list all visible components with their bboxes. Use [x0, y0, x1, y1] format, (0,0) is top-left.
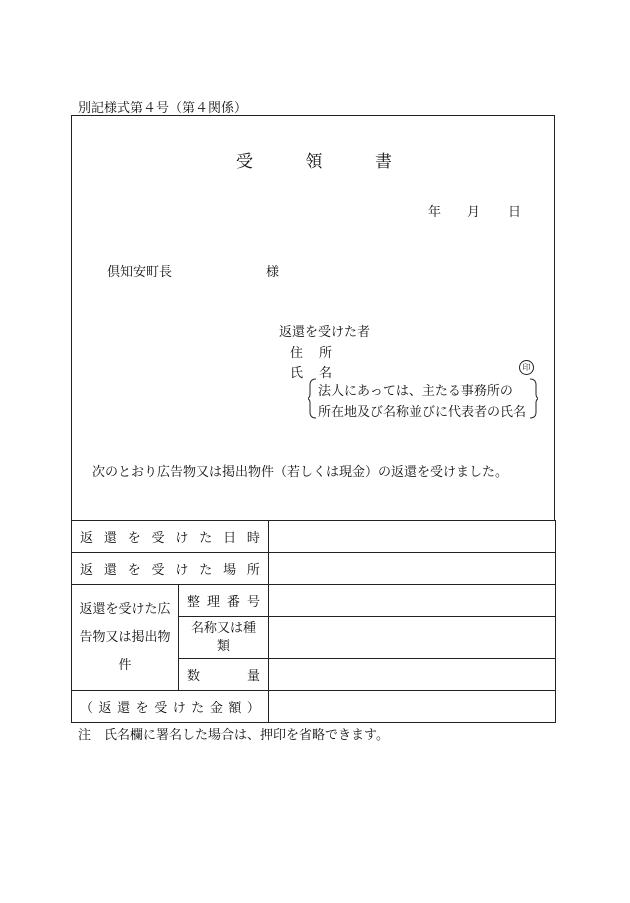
label-char: 還 — [117, 701, 131, 716]
returned-amount-field[interactable] — [269, 691, 556, 723]
name-label-char: 名 — [318, 366, 332, 381]
label-char: を — [135, 701, 149, 716]
label-char: 返 — [80, 563, 94, 578]
label-char: 金 — [209, 701, 223, 716]
label-char: を — [127, 531, 141, 546]
honorific: 様 — [266, 265, 280, 280]
label-char: 日 — [223, 531, 237, 546]
label-char: 受 — [151, 531, 165, 546]
label-char: 返 — [80, 531, 94, 546]
label-char: 所 — [246, 563, 260, 578]
returned-amount-label — [72, 691, 269, 723]
label-char: 還 — [103, 563, 117, 578]
title-char: 領 — [305, 152, 323, 172]
label-char: た — [191, 701, 205, 716]
label-char: け — [175, 531, 189, 546]
address-label-char: 住 — [290, 346, 304, 361]
form-identifier: 別記様式第４号（第４関係） — [78, 101, 248, 116]
table-row — [72, 585, 556, 617]
title-char: 書 — [375, 152, 392, 172]
label-char: ） — [246, 701, 260, 716]
date-year-label: 年 — [428, 205, 442, 220]
label-char: （ — [80, 701, 94, 716]
label-char: 号 — [246, 595, 260, 610]
label-char: 額 — [228, 701, 242, 716]
title-char: 受 — [236, 152, 253, 172]
name-label-char: 氏 — [290, 366, 304, 381]
table-row — [72, 553, 556, 585]
footnote: 注 氏名欄に署名した場合は、押印を省略できます。 — [78, 728, 389, 743]
return-place-label — [72, 553, 269, 585]
label-char: 場 — [223, 563, 237, 578]
label-char: 時 — [246, 531, 260, 546]
label-char: 還 — [103, 531, 117, 546]
returned-item-group-label — [72, 585, 179, 691]
label-char: 受 — [154, 701, 168, 716]
label-line: 類 — [216, 638, 230, 654]
body-statement: 次のとおり広告物又は掲出物件（若しくは現金）の返還を受けました。 — [92, 465, 509, 480]
return-datetime-field[interactable] — [269, 521, 556, 553]
receipt-upper-section — [71, 115, 555, 520]
table-row — [72, 521, 556, 553]
corporate-note-bracket — [308, 378, 538, 419]
label-char: 量 — [246, 669, 260, 684]
label-char: け — [175, 563, 189, 578]
reference-number-label — [179, 585, 269, 617]
quantity-label — [179, 659, 269, 691]
label-char: 番 — [226, 595, 240, 610]
document-title — [236, 147, 392, 172]
name-or-type-label — [179, 617, 269, 659]
seal-mark: 印 — [519, 360, 534, 375]
date-day-label: 日 — [508, 205, 522, 220]
address-label-char: 所 — [318, 346, 332, 361]
name-or-type-field[interactable] — [269, 617, 556, 659]
label-char: 返 — [98, 701, 112, 716]
label-char: け — [172, 701, 186, 716]
corporate-note-line: 法人にあっては、主たる事務所の — [318, 384, 513, 399]
label-char: た — [199, 563, 213, 578]
label-char: 整 — [187, 595, 201, 610]
corporate-note-line: 所在地及び名称並びに代表者の氏名 — [318, 405, 527, 420]
group-label-line: 返還を受けた広 — [79, 601, 171, 617]
return-datetime-label — [72, 521, 269, 553]
recipient-heading: 返還を受けた者 — [279, 325, 371, 340]
label-line: 名称又は種 — [190, 620, 256, 636]
label-char: 理 — [206, 595, 220, 610]
receipt-detail-table — [71, 520, 556, 723]
group-label-line: 告物又は掲出物 — [79, 629, 171, 645]
address-label — [290, 342, 332, 361]
label-char: た — [199, 531, 213, 546]
label-char: 数 — [187, 669, 201, 684]
group-label-line: 件 — [118, 657, 132, 673]
table-row — [72, 691, 556, 723]
quantity-field[interactable] — [269, 659, 556, 691]
label-char: を — [127, 563, 141, 578]
return-place-field[interactable] — [269, 553, 556, 585]
addressee: 倶知安町長 — [107, 265, 173, 280]
label-char: 受 — [151, 563, 165, 578]
reference-number-field[interactable] — [269, 585, 556, 617]
date-month-label: 月 — [467, 205, 481, 220]
